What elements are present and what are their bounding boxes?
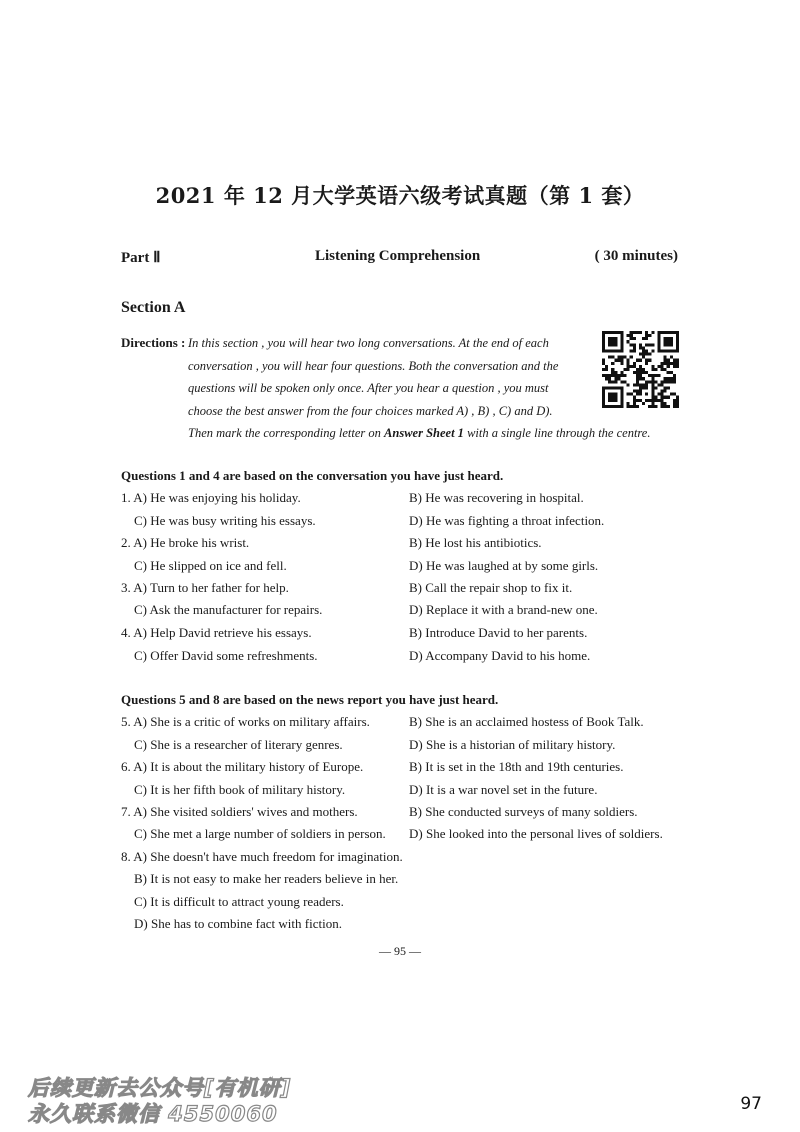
option-4d: D) Accompany David to his home.: [409, 648, 591, 663]
option-7a: 7. A) She visited soldiers' wives and mothers.: [121, 804, 358, 819]
option-3a: 3. A) Turn to her father for help.: [121, 580, 289, 595]
option-2c: C) He slipped on ice and fell.: [134, 558, 287, 573]
option-1a: 1. A) He was enjoying his holiday.: [121, 490, 301, 505]
option-7c: C) She met a large number of soldiers in person.: [134, 826, 386, 841]
option-8a: 8. A) She doesn't have much freedom for imagination.: [121, 849, 403, 864]
qr-code-icon[interactable]: [602, 331, 679, 408]
part-time: ( 30 minutes): [594, 248, 678, 264]
option-1c: C) He was busy writing his essays.: [134, 513, 316, 528]
option-3d: D) Replace it with a brand-new one.: [409, 602, 598, 617]
directions-line: choose the best answer from the four choices marked A) , B) , C) and D).: [188, 403, 553, 418]
option-4b: B) Introduce David to her parents.: [409, 625, 588, 640]
option-1b: B) He was recovering in hospital.: [409, 490, 584, 505]
option-2b: B) He lost his antibiotics.: [409, 535, 542, 550]
option-5c: C) She is a researcher of literary genres.: [134, 737, 343, 752]
part-title: Listening Comprehension: [315, 248, 481, 264]
option-1d: D) He was fighting a throat infection.: [409, 513, 605, 528]
option-7d: D) She looked into the personal lives of soldiers.: [409, 826, 663, 841]
directions-line: conversation , you will hear four questions. Both the conversation and the: [188, 358, 559, 373]
page-number: — 95 —: [379, 944, 421, 958]
option-6b: B) It is set in the 18th and 19th centuries.: [409, 759, 624, 774]
exam-title: 2021 年 12 月大学英语六级考试真题（第 1 套）: [155, 183, 645, 208]
option-4c: C) Offer David some refreshments.: [134, 648, 318, 663]
option-2a: 2. A) He broke his wrist.: [121, 535, 250, 550]
option-7b: B) She conducted surveys of many soldiers.: [409, 804, 638, 819]
option-6a: 6. A) It is about the military history of Europe.: [121, 759, 364, 774]
watermark: [28, 1075, 291, 1127]
question-group-heading: Questions 1 and 4 are based on the conversation you have just heard.: [121, 468, 504, 483]
section-title: Section A: [121, 299, 186, 316]
option-5a: 5. A) She is a critic of works on military affairs.: [121, 714, 370, 729]
answer-sheet-label: Answer Sheet 1: [384, 426, 464, 440]
directions-line: questions will be spoken only once. After you hear a question , you must: [188, 381, 549, 395]
watermark-line: 后续更新去公众号[有机研]: [28, 1076, 292, 1100]
option-4a: 4. A) Help David retrieve his essays.: [121, 625, 312, 640]
directions-line-last: Then mark the corresponding letter on Answer Sheet 1 with a single line through the centre.: [188, 426, 651, 440]
option-5b: B) She is an acclaimed hostess of Book Talk.: [409, 714, 644, 729]
question-group-heading: Questions 5 and 8 are based on the news report you have just heard.: [121, 692, 499, 707]
option-6d: D) It is a war novel set in the future.: [409, 782, 598, 797]
option-8c: C) It is difficult to attract young readers.: [134, 894, 344, 909]
option-5d: D) She is a historian of military history.: [409, 737, 616, 752]
directions-label: Directions :: [121, 335, 186, 350]
option-8b: B) It is not easy to make her readers believe in her.: [134, 871, 399, 886]
option-3c: C) Ask the manufacturer for repairs.: [134, 602, 323, 617]
option-3b: B) Call the repair shop to fix it.: [409, 580, 573, 595]
corner-page-number: 97: [740, 1094, 762, 1114]
watermark-line: 永久联系微信 4550060: [28, 1102, 278, 1126]
option-8d: D) She has to combine fact with fiction.: [134, 916, 342, 931]
option-6c: C) It is her fifth book of military history.: [134, 782, 346, 797]
directions-line: In this section , you will hear two long conversations. At the end of each: [188, 336, 549, 350]
part-label: Part Ⅱ: [121, 250, 161, 266]
option-2d: D) He was laughed at by some girls.: [409, 558, 599, 573]
part-header: [121, 248, 678, 268]
